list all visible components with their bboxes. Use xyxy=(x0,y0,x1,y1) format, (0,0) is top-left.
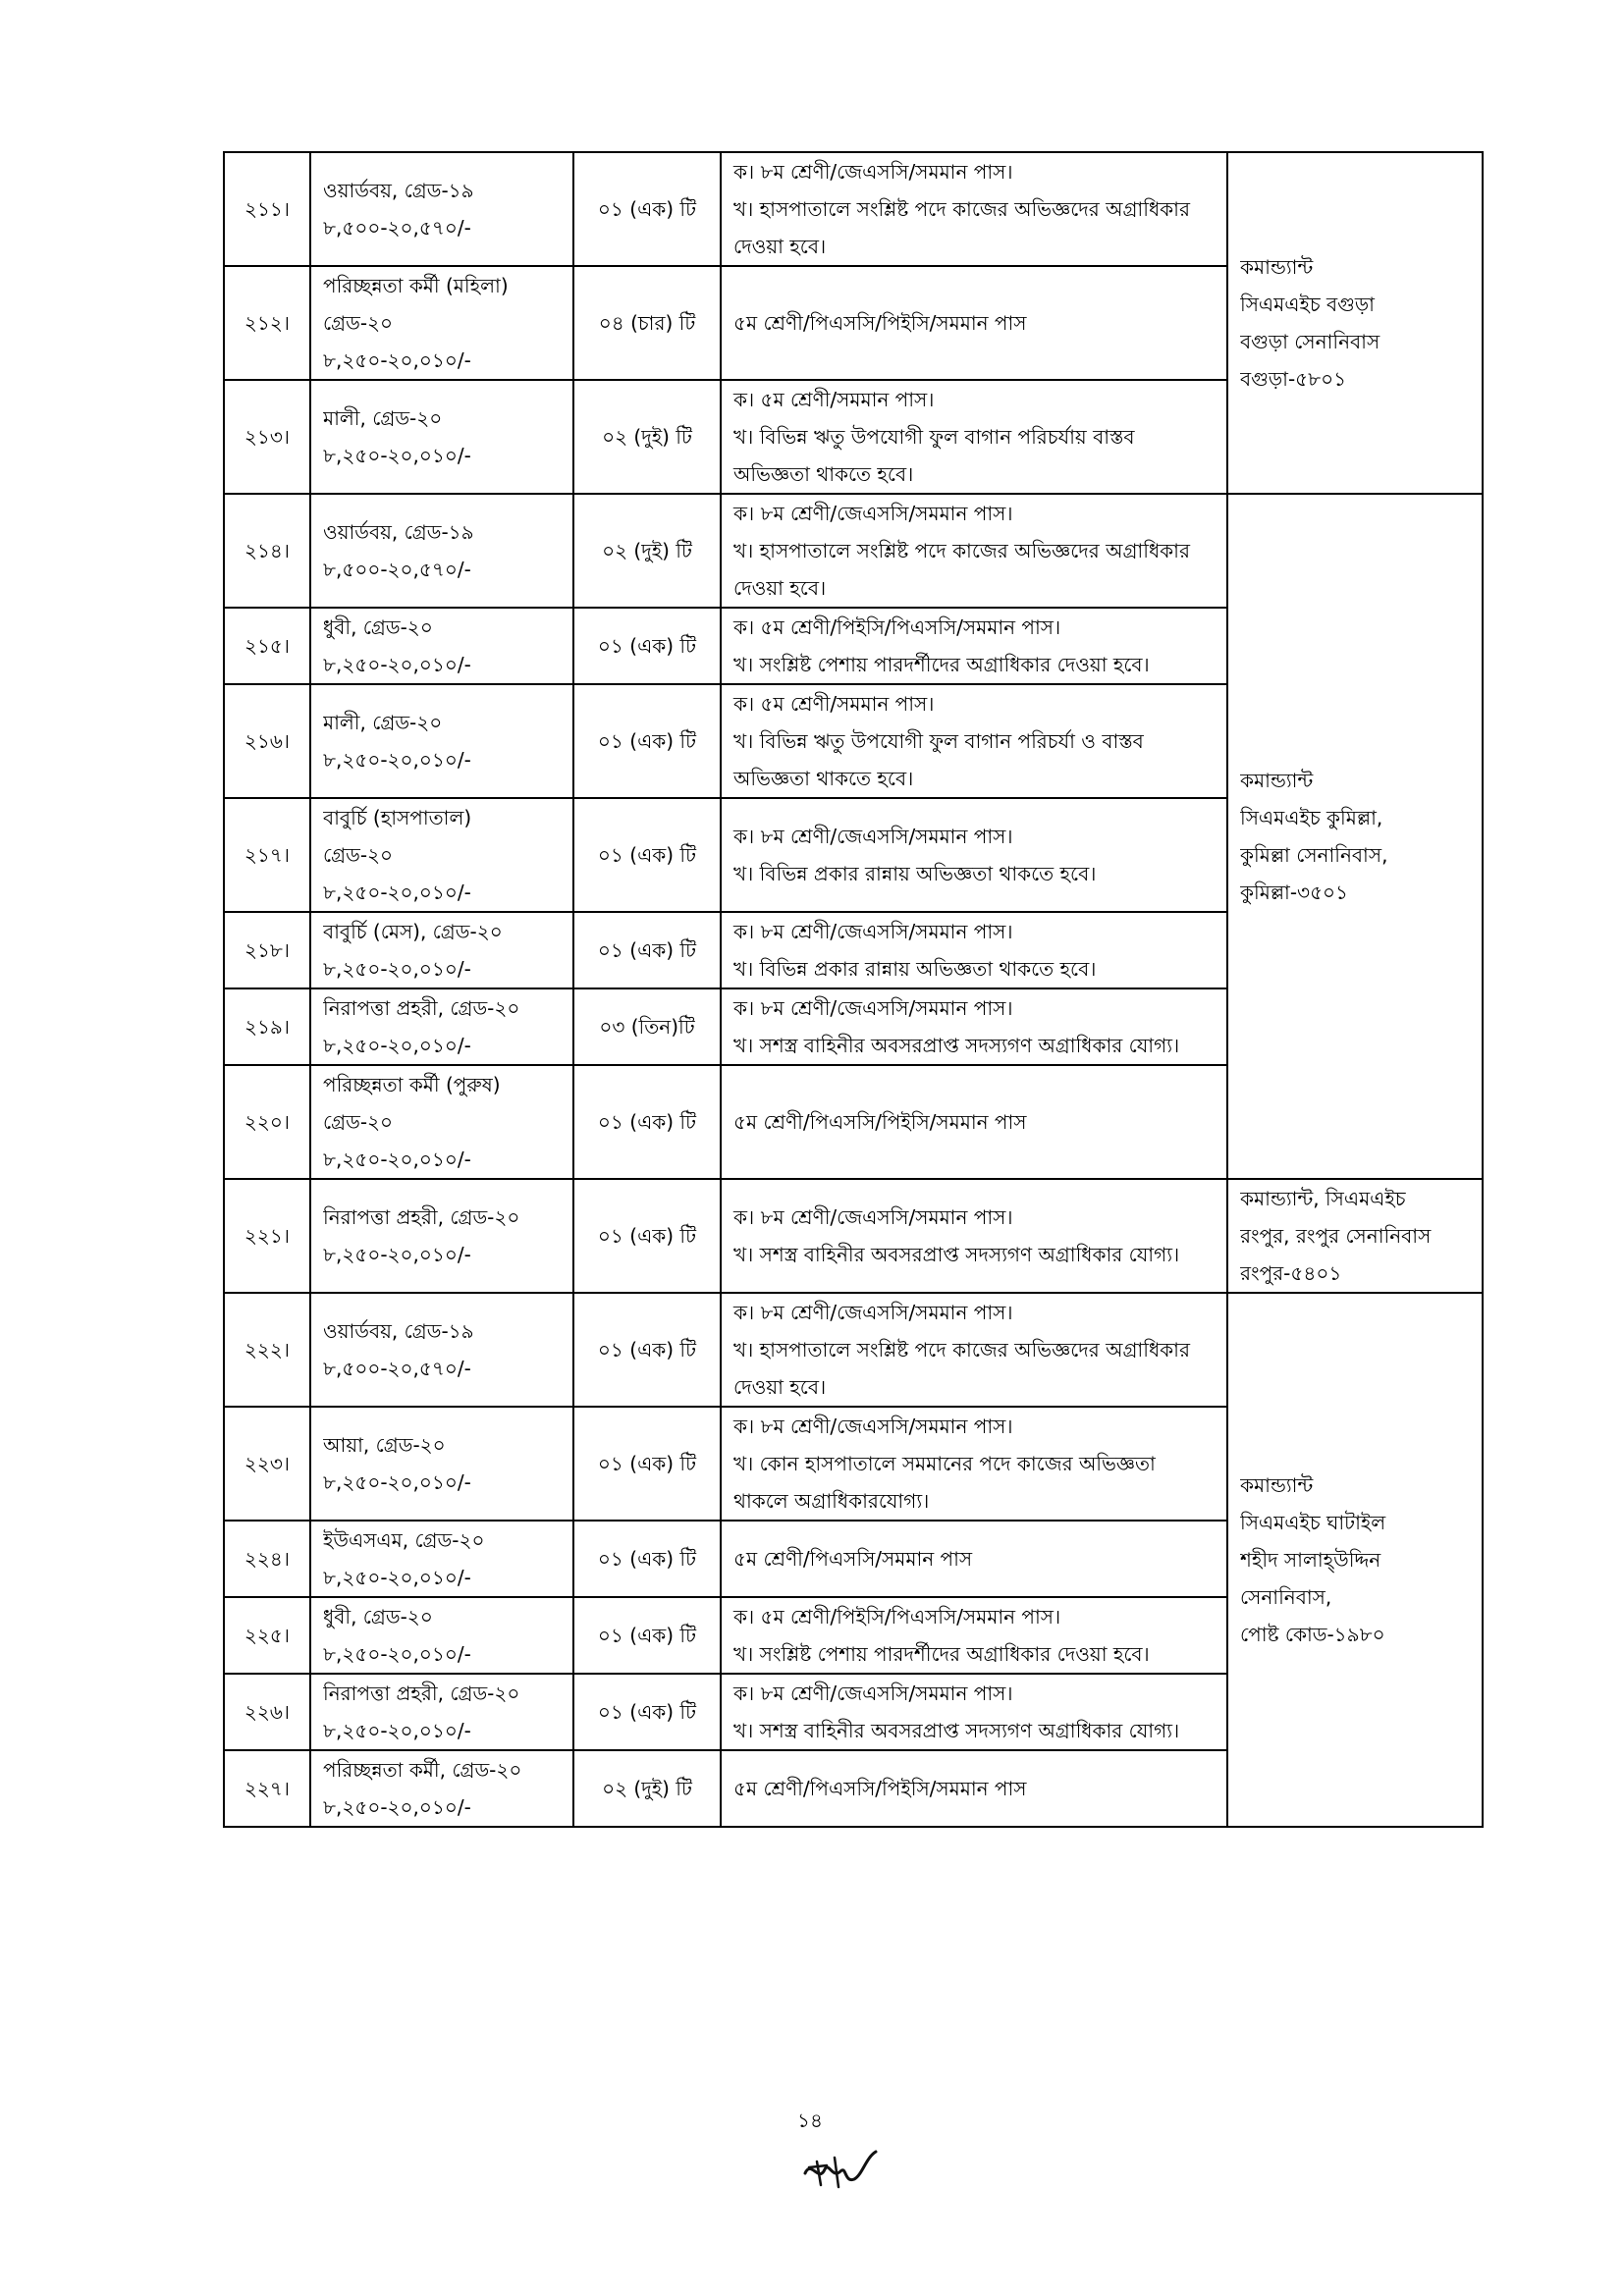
text-line: গ্রেড-২০ xyxy=(323,843,394,867)
text-line: কমান্ড্যান্ট xyxy=(1240,1473,1314,1497)
text-line: শহীদ সালাহ্উদ্দিন xyxy=(1240,1548,1381,1572)
office-address xyxy=(1227,494,1483,1179)
table-row xyxy=(224,494,1483,608)
text-line: ৮,২৫০-২০,০১০/- xyxy=(323,1148,471,1171)
requirement-line: খ। হাসপাতালে সংশ্লিষ্ট পদে কাজের অভিজ্ঞদের অগ্রাধিকার দেওয়া হবে। xyxy=(733,1338,1190,1399)
text-line: ৮,২৫০-২০,০১০/- xyxy=(323,1243,471,1266)
requirement-line: খ। সশস্ত্র বাহিনীর অবসরপ্রাপ্ত সদস্যগণ অগ্রাধিকার যোগ্য। xyxy=(733,1243,1180,1266)
text-line: ৮,২৫০-২০,০১০/- xyxy=(323,348,471,372)
text-line: বাবুর্চি (মেস), গ্রেড-২০ xyxy=(323,920,503,943)
qualification-requirements xyxy=(721,152,1227,266)
post-count: ০১ (এক) টি xyxy=(573,1293,721,1407)
serial-number: ২১৬। xyxy=(224,684,310,798)
post-count: ০২ (দুই) টি xyxy=(573,1750,721,1827)
qualification-requirements xyxy=(721,1293,1227,1407)
post-name-grade xyxy=(310,798,573,912)
text-line: সিএমএইচ কুমিল্লা, xyxy=(1240,806,1383,829)
post-name-grade xyxy=(310,1674,573,1750)
text-line: ধুবী, গ্রেড-২০ xyxy=(323,615,433,639)
post-name-grade xyxy=(310,1750,573,1827)
requirement-line: ক। ৮ম শ্রেণী/জেএসসি/সমমান পাস। xyxy=(733,920,1013,943)
requirement-line: ৫ম শ্রেণী/পিএসসি/পিইসি/সমমান পাস xyxy=(733,1777,1027,1800)
text-line: পরিচ্ছন্নতা কর্মী (পুরুষ) xyxy=(323,1073,501,1096)
text-line: ৮,২৫০-২০,০১০/- xyxy=(323,1719,471,1742)
serial-number: ২২২। xyxy=(224,1293,310,1407)
text-line: ধুবী, গ্রেড-২০ xyxy=(323,1605,433,1629)
qualification-requirements xyxy=(721,608,1227,684)
text-line: সেনানিবাস, xyxy=(1240,1585,1332,1609)
post-count: ০১ (এক) টি xyxy=(573,684,721,798)
text-line: পরিচ্ছন্নতা কর্মী, গ্রেড-২০ xyxy=(323,1758,522,1782)
text-line: কুমিল্লা-৩৫০১ xyxy=(1240,881,1349,904)
vacancy-table xyxy=(223,151,1484,1828)
requirement-line: খ। সংশ্লিষ্ট পেশায় পারদর্শীদের অগ্রাধিকার দেওয়া হবে। xyxy=(733,653,1150,676)
post-name-grade xyxy=(310,380,573,494)
requirement-line: ক। ৮ম শ্রেণী/জেএসসি/সমমান পাস। xyxy=(733,1301,1013,1324)
text-line: ৮,২৫০-২০,০১০/- xyxy=(323,653,471,676)
office-address xyxy=(1227,1293,1483,1827)
requirement-line: খ। বিভিন্ন প্রকার রান্নায় অভিজ্ঞতা থাকতে হবে। xyxy=(733,862,1097,885)
requirement-line: খ। বিভিন্ন ঋতু উপযোগী ফুল বাগান পরিচর্যা ও বাস্তব অভিজ্ঞতা থাকতে হবে। xyxy=(733,729,1144,790)
post-count: ০২ (দুই) টি xyxy=(573,380,721,494)
text-line: বগুড়া সেনানিবাস xyxy=(1240,330,1380,353)
qualification-requirements xyxy=(721,1674,1227,1750)
text-line: ৮,৫০০-২০,৫৭০/- xyxy=(323,1357,471,1380)
requirement-line: ক। ৫ম শ্রেণী/পিইসি/পিএসসি/সমমান পাস। xyxy=(733,615,1061,639)
post-name-grade xyxy=(310,494,573,608)
requirement-line: ক। ৮ম শ্রেণী/জেএসসি/সমমান পাস। xyxy=(733,1682,1013,1705)
text-line: ৮,২৫০-২০,০১০/- xyxy=(323,1470,471,1494)
text-line: সিএমএইচ ঘাটাইল xyxy=(1240,1511,1386,1534)
requirement-line: ৫ম শ্রেণী/পিএসসি/সমমান পাস xyxy=(733,1547,973,1571)
text-line: মালী, গ্রেড-২০ xyxy=(323,406,443,430)
text-line: রংপুর, রংপুর সেনানিবাস xyxy=(1240,1224,1432,1248)
qualification-requirements xyxy=(721,1407,1227,1521)
serial-number: ২২৫। xyxy=(224,1597,310,1674)
requirement-line: খ। হাসপাতালে সংশ্লিষ্ট পদে কাজের অভিজ্ঞদের অগ্রাধিকার দেওয়া হবে। xyxy=(733,197,1190,258)
serial-number: ২২৬। xyxy=(224,1674,310,1750)
post-count: ০১ (এক) টি xyxy=(573,1065,721,1179)
text-line: কুমিল্লা সেনানিবাস, xyxy=(1240,843,1388,867)
post-name-grade xyxy=(310,1521,573,1597)
requirement-line: ৫ম শ্রেণী/পিএসসি/পিইসি/সমমান পাস xyxy=(733,311,1027,335)
requirement-line: খ। সশস্ত্র বাহিনীর অবসরপ্রাপ্ত সদস্যগণ অগ্রাধিকার যোগ্য। xyxy=(733,1034,1180,1057)
requirement-line: ক। ৮ম শ্রেণী/জেএসসি/সমমান পাস। xyxy=(733,1415,1013,1438)
serial-number: ২১১। xyxy=(224,152,310,266)
qualification-requirements xyxy=(721,798,1227,912)
text-line: ওয়ার্ডবয়, গ্রেড-১৯ xyxy=(323,520,474,544)
requirement-line: ৫ম শ্রেণী/পিএসসি/পিইসি/সমমান পাস xyxy=(733,1110,1027,1134)
post-count: ০৪ (চার) টি xyxy=(573,266,721,380)
post-count: ০১ (এক) টি xyxy=(573,1674,721,1750)
office-address xyxy=(1227,152,1483,494)
text-line: ওয়ার্ডবয়, গ্রেড-১৯ xyxy=(323,179,474,202)
serial-number: ২২৩। xyxy=(224,1407,310,1521)
post-name-grade xyxy=(310,1597,573,1674)
post-count: ০১ (এক) টি xyxy=(573,1597,721,1674)
text-line: নিরাপত্তা প্রহরী, গ্রেড-২০ xyxy=(323,1205,520,1229)
serial-number: ২২৪। xyxy=(224,1521,310,1597)
requirement-line: খ। সংশ্লিষ্ট পেশায় পারদর্শীদের অগ্রাধিকার দেওয়া হবে। xyxy=(733,1642,1150,1666)
qualification-requirements xyxy=(721,684,1227,798)
serial-number: ২২০। xyxy=(224,1065,310,1179)
serial-number: ২১২। xyxy=(224,266,310,380)
text-line: আয়া, গ্রেড-২০ xyxy=(323,1433,446,1457)
table-row xyxy=(224,152,1483,266)
text-line: কমান্ড্যান্ট xyxy=(1240,769,1314,792)
post-name-grade xyxy=(310,1179,573,1293)
post-count: ০৩ (তিন)টি xyxy=(573,988,721,1065)
requirement-line: খ। বিভিন্ন প্রকার রান্নায় অভিজ্ঞতা থাকতে হবে। xyxy=(733,957,1097,981)
text-line: ৮,২৫০-২০,০১০/- xyxy=(323,1642,471,1666)
text-line: ৮,২৫০-২০,০১০/- xyxy=(323,1566,471,1589)
text-line: ৮,২৫০-২০,০১০/- xyxy=(323,881,471,904)
post-count: ০১ (এক) টি xyxy=(573,608,721,684)
requirement-line: খ। হাসপাতালে সংশ্লিষ্ট পদে কাজের অভিজ্ঞদের অগ্রাধিকার দেওয়া হবে। xyxy=(733,539,1190,600)
serial-number: ২১৪। xyxy=(224,494,310,608)
post-name-grade xyxy=(310,152,573,266)
serial-number: ২১৫। xyxy=(224,608,310,684)
text-line: কমান্ড্যান্ট xyxy=(1240,255,1314,279)
text-line: বগুড়া-৫৮০১ xyxy=(1240,367,1347,391)
text-line: ৮,৫০০-২০,৫৭০/- xyxy=(323,558,471,581)
post-count: ০১ (এক) টি xyxy=(573,1407,721,1521)
requirement-line: খ। বিভিন্ন ঋতু উপযোগী ফুল বাগান পরিচর্যায় বাস্তব অভিজ্ঞতা থাকতে হবে। xyxy=(733,425,1135,486)
post-name-grade xyxy=(310,608,573,684)
qualification-requirements xyxy=(721,988,1227,1065)
post-name-grade xyxy=(310,684,573,798)
table-row xyxy=(224,1293,1483,1407)
text-line: ৮,২৫০-২০,০১০/- xyxy=(323,748,471,772)
requirement-line: ক। ৫ম শ্রেণী/সমমান পাস। xyxy=(733,692,935,716)
post-count: ০১ (এক) টি xyxy=(573,152,721,266)
text-line: রংপুর-৫৪০১ xyxy=(1240,1261,1342,1285)
text-line: ৮,২৫০-২০,০১০/- xyxy=(323,444,471,467)
post-name-grade xyxy=(310,1407,573,1521)
post-count: ০১ (এক) টি xyxy=(573,1521,721,1597)
requirement-line: ক। ৮ম শ্রেণী/জেএসসি/সমমান পাস। xyxy=(733,996,1013,1020)
text-line: ওয়ার্ডবয়, গ্রেড-১৯ xyxy=(323,1319,474,1343)
requirement-line: ক। ৫ম শ্রেণী/পিইসি/পিএসসি/সমমান পাস। xyxy=(733,1605,1061,1629)
text-line: গ্রেড-২০ xyxy=(323,311,394,335)
requirement-line: ক। ৫ম শ্রেণী/সমমান পাস। xyxy=(733,388,935,411)
requirement-line: খ। কোন হাসপাতালে সমমানের পদে কাজের অভিজ্ঞতা থাকলে অগ্রাধিকারযোগ্য। xyxy=(733,1452,1156,1513)
requirement-line: খ। সশস্ত্র বাহিনীর অবসরপ্রাপ্ত সদস্যগণ অগ্রাধিকার যোগ্য। xyxy=(733,1719,1180,1742)
text-line: নিরাপত্তা প্রহরী, গ্রেড-২০ xyxy=(323,1682,520,1705)
text-line: ৮,২৫০-২০,০১০/- xyxy=(323,1795,471,1819)
text-line: ৮,২৫০-২০,০১০/- xyxy=(323,1034,471,1057)
serial-number: ২১৯। xyxy=(224,988,310,1065)
post-count: ০১ (এক) টি xyxy=(573,798,721,912)
post-name-grade xyxy=(310,988,573,1065)
text-line: নিরাপত্তা প্রহরী, গ্রেড-২০ xyxy=(323,996,520,1020)
qualification-requirements xyxy=(721,1179,1227,1293)
serial-number: ২১৩। xyxy=(224,380,310,494)
post-name-grade xyxy=(310,266,573,380)
text-line: বাবুর্চি (হাসপাতাল) xyxy=(323,806,472,829)
serial-number: ২২৭। xyxy=(224,1750,310,1827)
post-name-grade xyxy=(310,912,573,988)
serial-number: ২২১। xyxy=(224,1179,310,1293)
requirement-line: ক। ৮ম শ্রেণী/জেএসসি/সমমান পাস। xyxy=(733,160,1013,184)
office-address xyxy=(1227,1179,1483,1293)
text-line: কমান্ড্যান্ট, সিএমএইচ xyxy=(1240,1187,1406,1210)
requirement-line: ক। ৮ম শ্রেণী/জেএসসি/সমমান পাস। xyxy=(733,1205,1013,1229)
qualification-requirements xyxy=(721,1521,1227,1597)
requirement-line: ক। ৮ম শ্রেণী/জেএসসি/সমমান পাস। xyxy=(733,825,1013,848)
qualification-requirements xyxy=(721,1597,1227,1674)
text-line: পরিচ্ছন্নতা কর্মী (মহিলা) xyxy=(323,274,509,297)
qualification-requirements xyxy=(721,1065,1227,1179)
page-number: ১৪ xyxy=(797,2109,823,2132)
text-line: ইউএসএম, গ্রেড-২০ xyxy=(323,1528,485,1552)
text-line: মালী, গ্রেড-২০ xyxy=(323,711,443,734)
serial-number: ২১৮। xyxy=(224,912,310,988)
post-count: ০২ (দুই) টি xyxy=(573,494,721,608)
qualification-requirements xyxy=(721,912,1227,988)
qualification-requirements xyxy=(721,380,1227,494)
text-line: পোষ্ট কোড-১৯৮০ xyxy=(1240,1623,1385,1646)
text-line: ৮,২৫০-২০,০১০/- xyxy=(323,957,471,981)
text-line: ৮,৫০০-২০,৫৭০/- xyxy=(323,216,471,240)
qualification-requirements xyxy=(721,266,1227,380)
table-row xyxy=(224,1179,1483,1293)
text-line: গ্রেড-২০ xyxy=(323,1110,394,1134)
post-count: ০১ (এক) টি xyxy=(573,1179,721,1293)
requirement-line: ক। ৮ম শ্রেণী/জেএসসি/সমমান পাস। xyxy=(733,502,1013,525)
post-name-grade xyxy=(310,1293,573,1407)
qualification-requirements xyxy=(721,494,1227,608)
post-count: ০১ (এক) টি xyxy=(573,912,721,988)
serial-number: ২১৭। xyxy=(224,798,310,912)
signature-mark xyxy=(797,2140,886,2199)
qualification-requirements xyxy=(721,1750,1227,1827)
text-line: সিএমএইচ বগুড়া xyxy=(1240,293,1375,316)
post-name-grade xyxy=(310,1065,573,1179)
